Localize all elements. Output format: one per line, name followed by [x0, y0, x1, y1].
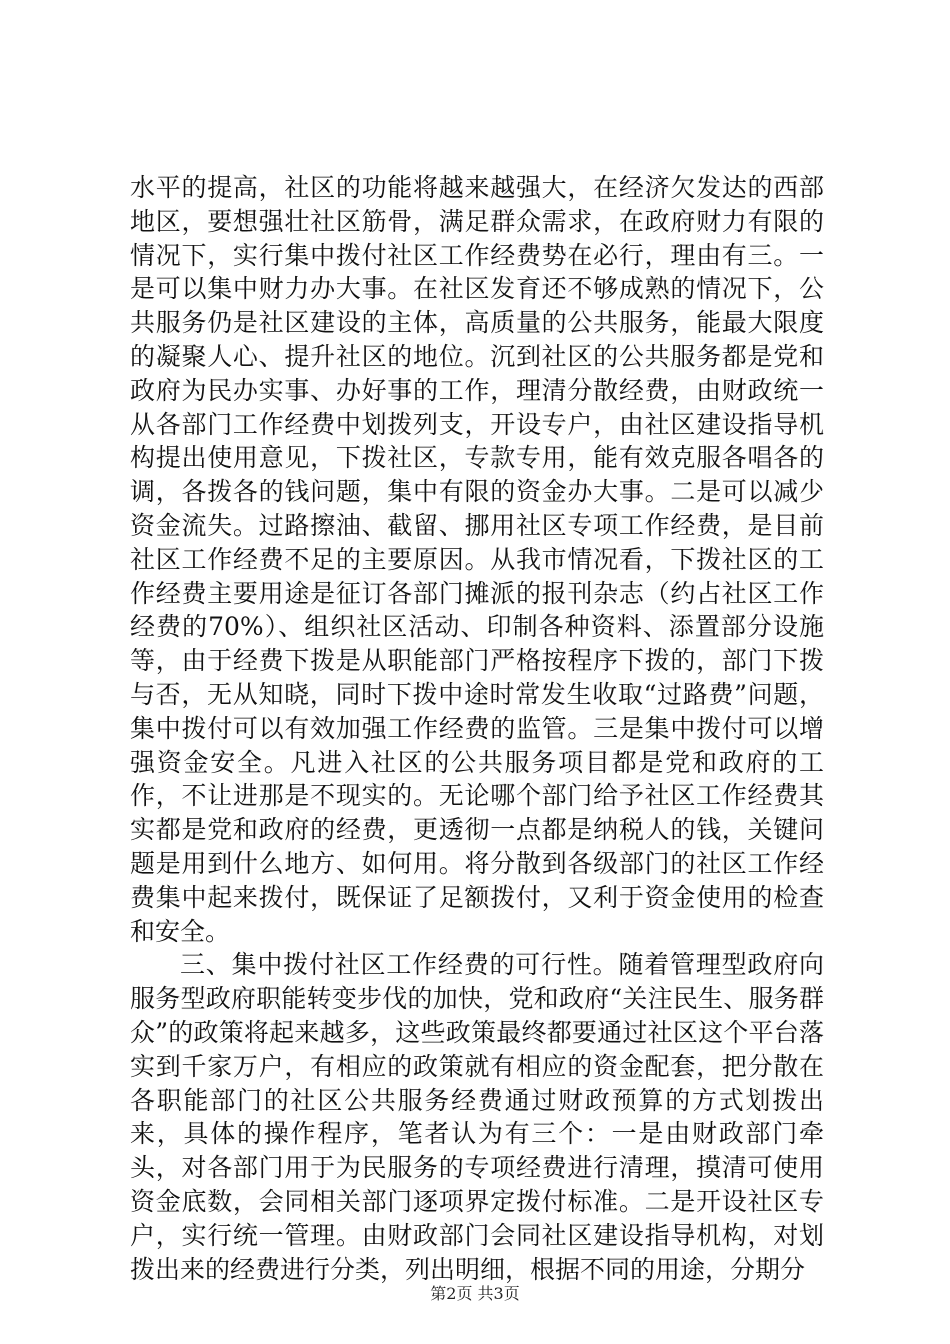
page-footer: 第2页 共3页	[430, 1284, 520, 1303]
paragraph-continued: 水平的提高，社区的功能将越来越强大，在经济欠发达的西部地区，要想强壮社区筋骨，满足群众需求，在政府财力有限的情况下，实行集中拨付社区工作经费势在必行，理由有三。一是可以集中财力办大事。在社区发育还不够成熟的情况下，公共服务仍是社区建设的主体，高质量的公共服务，能最大限度的凝聚人心、提升社区的地位。沉到社区的公共服务都是党和政府为民办实事、办好事的工作，理清分散经费，由财政统一从各部门工作经费中划拨列支，开设专户，由社区建设指导机构提出使用意见，下拨社区，专款专用，能有效克服各唱各的调，各拨各的钱问题，集中有限的资金办大事。二是可以减少资金流失。过路擦油、截留、挪用社区专项工作经费，是目前社区工作经费不足的主要原因。从我市情况看，下拨社区的工作经费主要用途是征订各部门摊派的报刊杂志（约占社区工作经费的70%）、组织社区活动、印制各种资料、添置部分设施等，由于经费下拨是从职能部门严格按程序下拨的，部门下拨与否，无从知晓，同时下拨中途时常发生收取“过路费”问题，集中拨付可以有效加强工作经费的监管。三是集中拨付可以增强资金安全。凡进入社区的公共服务项目都是党和政府的工作，不让进那是不现实的。无论哪个部门给予社区工作经费其实都是党和政府的经费，更透彻一点都是纳税人的钱，关键问题是用到什么地方、如何用。将分散到各级部门的社区工作经费集中起来拨付，既保证了足额拨付，又利于资金使用的检查和安全。	[130, 173, 824, 946]
paragraph-section-three: 三、集中拨付社区工作经费的可行性。随着管理型政府向服务型政府职能转变步伐的加快，党和政府“关注民生、服务群众”的政策将起来越多，这些政策最终都要通过社区这个平台落实到千家万户，有相应的政策就有相应的资金配套，把分散在各职能部门的社区公共服务经费通过财政预算的方式划拨出来，具体的操作程序，笔者认为有三个：一是由财政部门牵头，对各部门用于为民服务的专项经费进行清理，摸清可使用资金底数，会同相关部门逐项界定拨付标准。二是开设社区专户，实行统一管理。由财政部门会同社区建设指导机构，对划拨出来的经费进行分类，列出明细，根据不同的用途，分期分	[130, 950, 824, 1284]
document-body	[130, 171, 824, 1286]
